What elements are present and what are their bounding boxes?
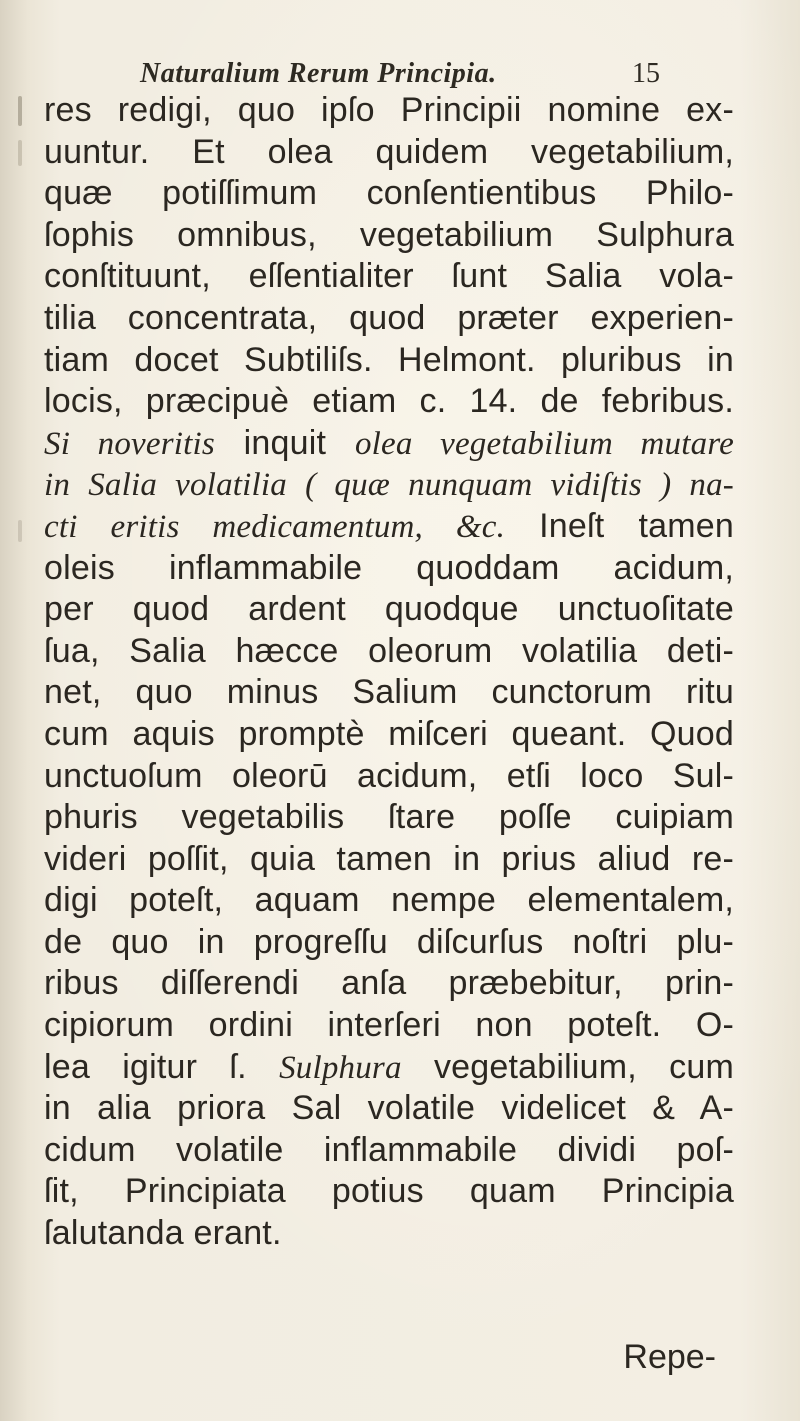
- text-span: unctuoſum oleorū acidum, etſi loco Sul-: [44, 756, 734, 795]
- text-span: ribus diſſerendi anſa præbebitur, prin-: [44, 964, 734, 1003]
- text-line: [44, 714, 734, 756]
- text-span: conſtituunt, eſſentialiter ſunt Salia vola-: [44, 257, 734, 296]
- text-span: ſophis omnibus, vegetabilium Sulphura: [44, 215, 734, 254]
- text-span: inquit: [214, 423, 355, 462]
- text-line: [44, 132, 734, 174]
- text-span: ſit, Principiata potius quam Principia: [44, 1172, 734, 1211]
- text-span: locis, præcipuè etiam c. 14. de febribus.: [44, 382, 734, 421]
- text-span: uuntur. Et olea quidem vegetabilium,: [44, 132, 734, 171]
- text-line: [44, 298, 734, 340]
- text-span: de quo in progreſſu diſcurſus noſtri plu-: [44, 922, 734, 961]
- text-span: vegetabilium, cum: [401, 1047, 734, 1086]
- text-line: [44, 423, 734, 465]
- text-line: [44, 589, 734, 631]
- italic-span: in Salia volatilia ( quæ nunquam vidiſtis ) na-: [44, 467, 734, 504]
- text-line: [44, 797, 734, 839]
- text-line: [44, 1005, 734, 1047]
- text-span: digi poteſt, aquam nempe elementalem,: [44, 881, 734, 920]
- text-line: [44, 381, 734, 423]
- text-line: [44, 1047, 734, 1089]
- text-span: cum aquis promptè miſceri queant. Quod: [44, 714, 734, 753]
- text-line: [44, 880, 734, 922]
- text-line: [44, 922, 734, 964]
- text-line: [44, 1130, 734, 1172]
- italic-span: cti eritis medicamentum, &c.: [44, 508, 506, 545]
- text-span: oleis inflammabile quoddam acidum,: [44, 548, 734, 587]
- body-text: [44, 90, 734, 1255]
- text-span: videri poſſit, quia tamen in prius aliud re-: [44, 839, 734, 878]
- text-line: [44, 1213, 734, 1255]
- text-line: [44, 90, 734, 132]
- gutter-mark: [18, 140, 22, 166]
- text-line: [44, 839, 734, 881]
- text-span: net, quo minus Salium cunctorum ritu: [44, 673, 734, 712]
- text-line: [44, 1171, 734, 1213]
- text-span: tilia concentrata, quod præter experien-: [44, 298, 734, 337]
- running-title: Naturalium Rerum Principia.: [140, 58, 497, 89]
- text-line: [44, 672, 734, 714]
- text-line: [44, 1088, 734, 1130]
- text-line: [44, 256, 734, 298]
- text-line: [44, 340, 734, 382]
- catchword: Repe-: [623, 1338, 716, 1376]
- text-span: tiam docet Subtiliſs. Helmont. pluribus in: [44, 340, 734, 379]
- text-span: in alia priora Sal volatile videlicet & A-: [44, 1089, 734, 1128]
- running-head: [140, 58, 660, 94]
- text-span: lea igitur ſ.: [44, 1047, 280, 1086]
- text-span: ſua, Salia hæcce oleorum volatilia deti-: [44, 631, 734, 670]
- text-span: cidum volatile inflammabile dividi poſ-: [44, 1130, 734, 1169]
- gutter-mark: [18, 520, 22, 542]
- italic-span: olea vegetabilium mutare: [354, 425, 734, 462]
- text-line: [44, 756, 734, 798]
- text-line: [44, 215, 734, 257]
- text-line: [44, 963, 734, 1005]
- text-span: ſalutanda erant.: [44, 1214, 282, 1253]
- italic-span: Sulphura: [279, 1049, 402, 1086]
- text-span: per quod ardent quodque unctuoſitate: [44, 590, 734, 629]
- text-line: [44, 464, 734, 506]
- text-line: [44, 631, 734, 673]
- text-span: phuris vegetabilis ſtare poſſe cuipiam: [44, 798, 734, 837]
- text-line: [44, 548, 734, 590]
- text-span: quæ potiſſimum conſentientibus Philo-: [44, 174, 734, 213]
- text-line: [44, 173, 734, 215]
- gutter-mark: [18, 96, 22, 126]
- text-span: Ineſt tamen: [505, 506, 734, 545]
- page-number: 15: [632, 58, 660, 89]
- text-span: res redigi, quo ipſo Principii nomine ex-: [44, 91, 734, 129]
- text-line: [44, 506, 734, 548]
- italic-span: Si noveritis: [44, 425, 215, 462]
- text-span: cipiorum ordini interſeri non poteſt. O-: [44, 1006, 734, 1045]
